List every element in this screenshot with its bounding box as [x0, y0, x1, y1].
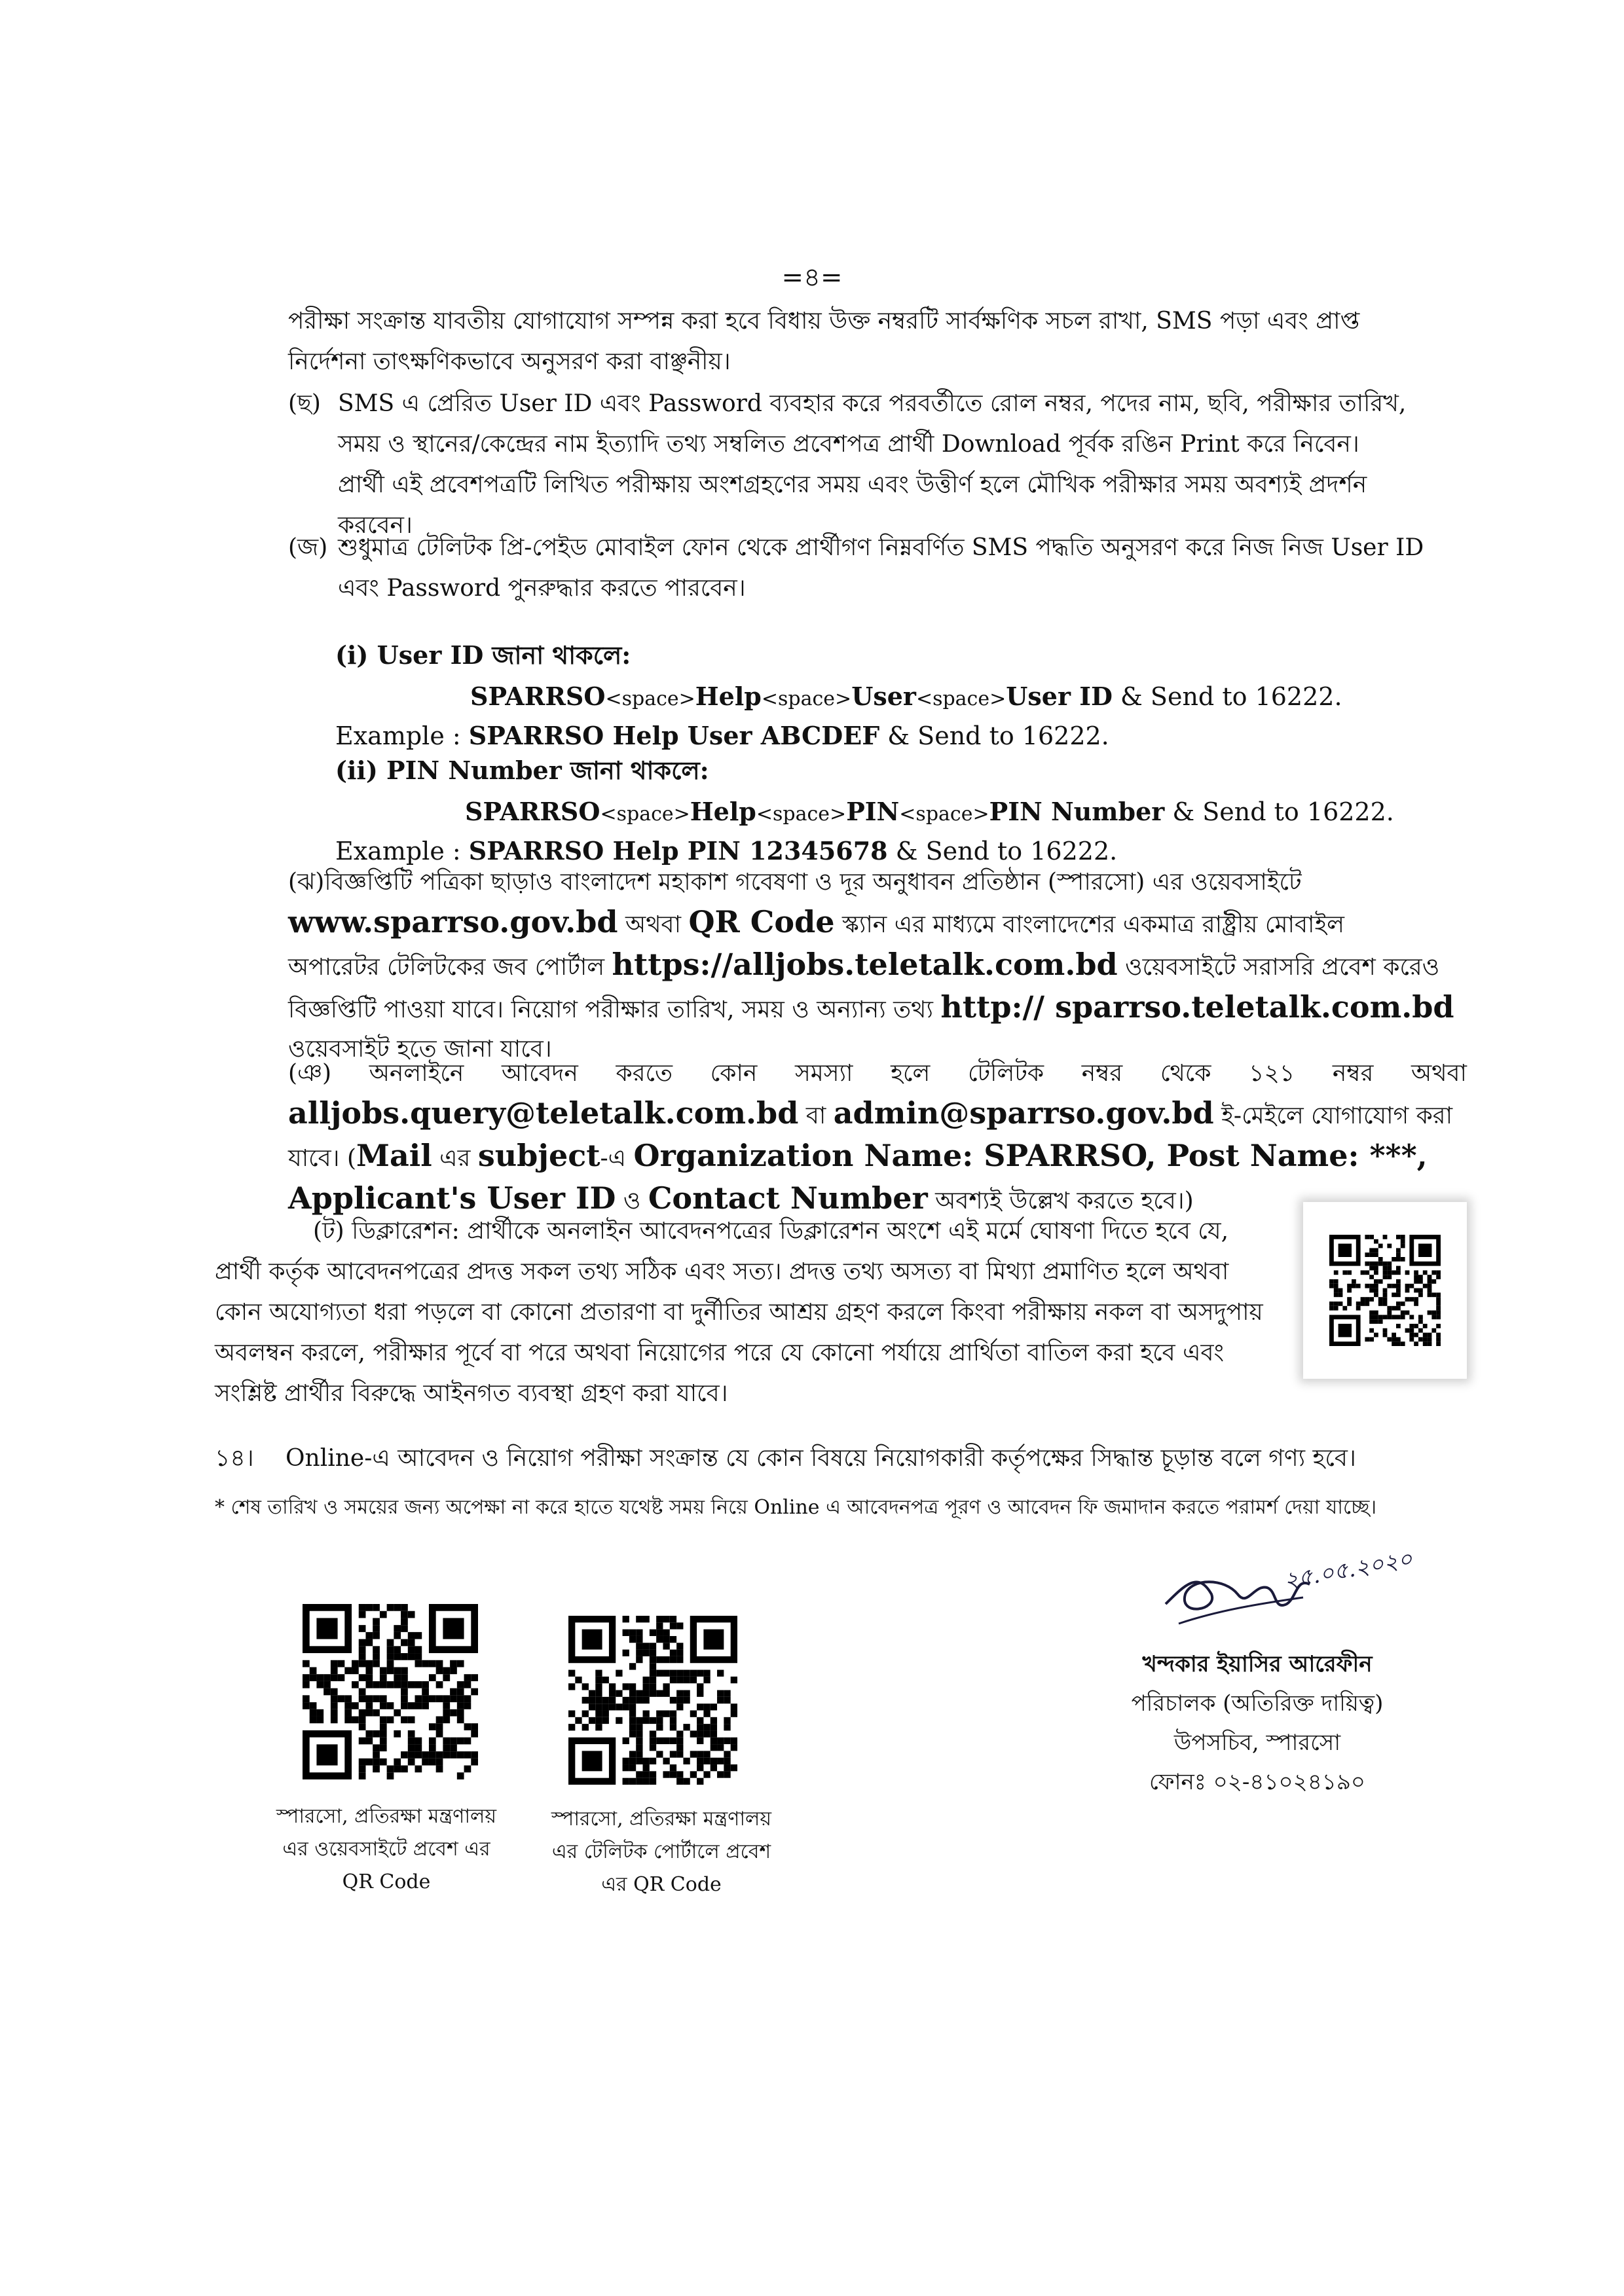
qr-left-line-1: স্পারসো, প্রতিরক্ষা মন্ত্রণালয়	[276, 1805, 497, 1828]
item-ta-line-1: (ট) ডিক্লারেশন: প্রার্থীকে অনলাইন আবেদনপত্রের ডিক্লারেশন অংশে এই মর্মে ঘোষণা দিতে হবে যে,	[313, 1218, 1229, 1245]
sms-user-f2: Help	[695, 682, 762, 711]
item-nya-line-4c: অবশ্যই উল্লেখ করতে হবে।)	[927, 1188, 1194, 1214]
item-jha-line-1: (ঝ)বিজ্ঞপ্তিটি পত্রিকা ছাড়াও বাংলাদেশ মহাকাশ গবেষণা ও দূর অনুধাবন প্রতিষ্ঠান (স্পারসো) এর ওয়েবসাইটে	[288, 869, 1302, 896]
qr-right-caption	[524, 1803, 799, 1901]
qr-left-caption	[249, 1800, 524, 1899]
qr-code-label: QR Code	[688, 904, 835, 939]
item-chha	[288, 384, 1467, 546]
item-nya-line-3c: -এ	[600, 1145, 634, 1172]
signatory-phone: ফোনঃ ০২-৪১০২৪১৯০	[1149, 1769, 1366, 1795]
alljobs-teletalk-link[interactable]: https://alljobs.teletalk.com.bd	[612, 947, 1118, 982]
qr-right-line-2: এর টেলিটক পোর্টালে প্রবেশ	[551, 1840, 771, 1863]
sms-user-s3: <space>	[915, 687, 1006, 710]
signatory-designation: উপসচিব, স্পারসো	[1173, 1730, 1341, 1756]
item-ja-line-1: শুধুমাত্র টেলিটক প্রি-পেইড মোবাইল ফোন থেকে প্রার্থীগণ নিম্নবর্ণিত SMS পদ্ধতি অনুসরণ করে নিজ নিজ User ID	[338, 534, 1424, 561]
item-jha-mid: অথবা	[618, 911, 689, 938]
sms-pin-f3: PIN	[846, 797, 900, 826]
subject-word: subject	[477, 1138, 600, 1173]
sms-user-heading: (i) User ID জানা থাকলে:	[335, 640, 631, 670]
intro-line-2: নির্দেশনা তাৎক্ষণিকভাবে অনুসরণ করা বাঞ্ছনীয়।	[288, 348, 731, 375]
sms-pin-format	[335, 793, 1462, 833]
item-jha	[288, 863, 1467, 1069]
item-nya-line-3a: যাবে। (	[288, 1145, 357, 1172]
sms-user-example	[335, 718, 1449, 754]
mail-word: Mail	[356, 1138, 432, 1173]
item-chha-line-2: সময় ও স্থানের/কেন্দ্রের নাম ইত্যাদি তথ্য সম্বলিত প্রবেশপত্র প্রার্থী Download পূর্বক রঙিন Print করে নিবেন।	[338, 431, 1359, 458]
signatory-name: খন্দকার ইয়াসির আরেফীন	[1142, 1651, 1373, 1677]
declaration-qr-frame	[1303, 1202, 1467, 1379]
item-jha-after-qr: স্ক্যান এর মাধ্যমে বাংলাদেশের একমাত্র রাষ্ট্রীয় মোবাইল	[834, 911, 1344, 938]
item-ta-line-5: সংশ্লিষ্ট প্রার্থীর বিরুদ্ধে আইনগত ব্যবস্থা গ্রহণ করা যাবে।	[215, 1380, 728, 1407]
contact-number: Contact Number	[648, 1180, 928, 1216]
intro-line-1: পরীক্ষা সংক্রান্ত যাবতীয় যোগাযোগ সম্পন্ন করা হবে বিধায় উক্ত নম্বরটি সার্বক্ষণিক সচল রাখা, SMS পড়া এবং প্রাপ্ত	[288, 308, 1360, 335]
footnote: * শেষ তারিখ ও সময়ের জন্য অপেক্ষা না করে হাতে যথেষ্ট সময় নিয়ে Online এ আবেদনপত্র পূরণ ও আবেদন ফি জমাদান করতে পরামর্শ দেয়া যাচ্ছে।	[215, 1496, 1377, 1519]
item-ta-line-2: প্রার্থী কর্তৃক আবেদনপত্রের প্রদত্ত সকল তথ্য সঠিক এবং সত্য। প্রদত্ত তথ্য অসত্য বা মিথ্যা প্রমাণিত হলে অথবা	[215, 1258, 1229, 1285]
item-nya-line-4b: ও	[616, 1188, 648, 1214]
teletalk-qr-code	[568, 1616, 737, 1785]
item-chha-line-1: SMS এ প্রেরিত User ID এবং Password ব্যবহার করে পরবর্তীতে রোল নম্বর, পদের নাম, ছবি, পরীক্ষার তারিখ,	[338, 390, 1407, 417]
sms-user-f3: User	[851, 682, 916, 711]
page-number: =৪=	[781, 263, 843, 293]
qr-left-line-3: QR Code	[342, 1870, 431, 1893]
applicant-user-id: Applicant's User ID	[288, 1180, 616, 1216]
sms-user-f4: User ID	[1006, 682, 1113, 711]
item-ja-marker: (জ)	[288, 534, 328, 561]
sparrso-teletalk-link[interactable]: http:// sparrso.teletalk.com.bd	[940, 989, 1454, 1025]
item-nya	[288, 1054, 1467, 1221]
organization-post-name: Organization Name: SPARRSO, Post Name: ***,	[633, 1138, 1428, 1173]
item-ja-line-2: এবং Password পুনরুদ্ধার করতে পারবেন।	[338, 575, 746, 602]
sms-pin-example-label: Example :	[335, 837, 469, 866]
sms-pin-f1: SPARRSO	[465, 797, 600, 826]
item-nya-line-1: (ঞ) অনলাইনে আবেদন করতে কোন সমস্যা হলে টেলিটক নম্বর থেকে ১২১ নম্বর অথবা	[288, 1060, 1467, 1087]
item-jha-line-4a: বিজ্ঞপ্তিটি পাওয়া যাবে। নিয়োগ পরীক্ষার তারিখ, সময় ও অন্যান্য তথ্য	[288, 996, 941, 1023]
sms-pin-heading: (ii) PIN Number জানা থাকলে:	[335, 756, 709, 785]
sms-pin-s3: <space>	[899, 803, 989, 826]
item-ta	[215, 1211, 1289, 1414]
sms-user-example-label: Example :	[335, 721, 469, 750]
signature-block	[1074, 1645, 1441, 1802]
sms-pin-tail: & Send to 16222.	[1164, 797, 1394, 826]
item-nya-line-3b: এর	[432, 1145, 478, 1172]
sms-user-f1: SPARRSO	[470, 682, 606, 711]
qr-right-line-1: স্পারসো, প্রতিরক্ষা মন্ত্রণালয়	[551, 1808, 772, 1831]
sms-pin-example-tail: & Send to 16222.	[887, 837, 1118, 866]
item-chha-marker: (ছ)	[288, 390, 321, 417]
intro-paragraph	[288, 301, 1467, 382]
sms-user-s2: <space>	[761, 687, 852, 710]
sparrso-admin-email[interactable]: admin@sparrso.gov.bd	[833, 1095, 1214, 1131]
sms-pin-s1: <space>	[600, 803, 690, 826]
sms-user-format	[335, 678, 1449, 718]
item-ta-line-4: অবলম্বন করলে, পরীক্ষার পূর্বে বা পরে অথবা নিয়োগের পরে যে কোনো পর্যায়ে প্রার্থিতা বাতিল করা হবে এবং	[215, 1339, 1225, 1366]
item-ta-line-3: কোন অযোগ্যতা ধরা পড়লে বা কোনো প্রতারণা বা দুর্নীতির আশ্রয় গ্রহণ করলে কিংবা পরীক্ষায় নকল বা অসদুপায়	[215, 1299, 1263, 1326]
item-jha-line-3b: ওয়েবসাইটে সরাসরি প্রবেশ করেও	[1117, 954, 1440, 981]
sms-pin-example-value: SPARRSO Help PIN 12345678	[468, 836, 888, 866]
sms-user-s1: <space>	[605, 687, 695, 710]
sms-user-example-value: SPARRSO Help User ABCDEF	[468, 721, 880, 750]
signatory-title: পরিচালক (অতিরিক্ত দায়িত্ব)	[1131, 1690, 1384, 1717]
item-chha-line-3: প্রার্থী এই প্রবেশপত্রটি লিখিত পরীক্ষায় অংশগ্রহণের সময় এবং উত্তীর্ণ হলে মৌখিক পরীক্ষার সময় অবশ্যই প্রদর্শন	[338, 471, 1367, 498]
item-jha-line-3a: অপারেটর টেলিটকের জব পোর্টাল	[288, 954, 612, 981]
qr-left-line-2: এর ওয়েবসাইটে প্রবেশ এর	[282, 1838, 490, 1861]
sms-pin-block	[335, 752, 1462, 869]
qr-right-line-3: এর QR Code	[601, 1873, 722, 1896]
sms-user-tail: & Send to 16222.	[1112, 682, 1342, 711]
signature-date: ২৫.০৫.২০২০	[1282, 1546, 1414, 1594]
sms-user-id-block	[335, 636, 1449, 754]
item-14-marker: ১৪।	[215, 1445, 254, 1472]
alljobs-query-email[interactable]: alljobs.query@teletalk.com.bd	[288, 1095, 799, 1131]
sms-user-example-tail: & Send to 16222.	[879, 721, 1109, 750]
sms-pin-f2: Help	[690, 797, 756, 826]
sms-pin-s2: <space>	[756, 803, 847, 826]
item-ja	[288, 528, 1467, 609]
item-14	[215, 1440, 1479, 1480]
item-14-text: Online-এ আবেদন ও নিয়োগ পরীক্ষা সংক্রান্ত যে কোন বিষয়ে নিয়োগকারী কর্তৃপক্ষের সিদ্ধান্ত চূড়ান্ত বলে গণ্য হবে।	[286, 1445, 1356, 1472]
item-chha-line-4: করবেন।	[338, 512, 413, 539]
item-jha-line-5: ওয়েবসাইট হতে জানা যাবে।	[288, 1036, 552, 1063]
website-qr-code	[303, 1604, 478, 1779]
sparrso-website-link[interactable]: www.sparrso.gov.bd	[288, 904, 618, 939]
item-nya-line-2b: ই-মেইলে যোগাযোগ করা	[1213, 1102, 1453, 1129]
sms-pin-f4: PIN Number	[989, 797, 1165, 826]
item-nya-or: বা	[798, 1102, 834, 1129]
declaration-qr-code	[1329, 1235, 1441, 1346]
